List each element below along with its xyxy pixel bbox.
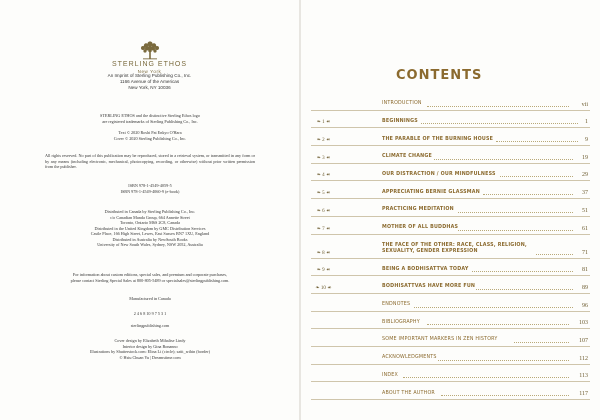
- toc-page-number: vii: [581, 101, 588, 108]
- toc-entry-title: ACKNOWLEDGMENTS: [382, 355, 437, 361]
- toc-entry-title: BEING A BODHISATTVA TODAY: [382, 266, 469, 272]
- chapter-number: ❧ 8 ☙: [316, 250, 331, 256]
- print-run-text: 2 4 6 8 10 9 7 5 3 1: [133, 311, 167, 316]
- dot-leader: [536, 254, 573, 255]
- credits-line: © Hsiu Chuan Yu | Dreamstime.com: [119, 354, 181, 360]
- distribution-line: Distributed in the United Kingdom by GMC Distribution Services: [94, 225, 206, 231]
- publisher-website: [45, 323, 255, 329]
- credits-block: [45, 338, 255, 360]
- toc-entry-title: APPRECIATING BERNIE GLASSMAN: [382, 189, 480, 195]
- distribution-line: Distributed in Canada by Sterling Publishing Co., Inc.: [104, 209, 196, 214]
- distribution-block: [45, 209, 255, 248]
- copyright-line: Text © 2020 Roshi Pat Enkyo O'Hara: [118, 130, 182, 135]
- chapter-number: ❧ 9 ☙: [316, 268, 331, 274]
- distribution-line: c/o Canadian Manda Group, 664 Annette Street: [110, 214, 190, 220]
- print-run: [45, 311, 255, 317]
- distribution-line: Distributed in Australia by NewSouth Books: [112, 236, 188, 242]
- isbn-line: ISBN 978-1-4549-4059-5: [128, 183, 172, 188]
- toc-page-number: 9: [585, 137, 588, 144]
- toc-entry-title: PRACTICING MEDITATION: [382, 207, 454, 213]
- special-sales-info: [45, 272, 255, 283]
- toc-entry: [311, 294, 590, 312]
- toc-entry-title: CLIMATE CHANGE: [382, 154, 432, 160]
- toc-page-number: 112: [579, 355, 588, 362]
- toc-entry: [311, 146, 590, 164]
- toc-entry: [311, 217, 590, 235]
- toc-page-number: 89: [582, 284, 588, 291]
- toc-entry-title: BIBLIOGRAPHY: [382, 319, 420, 325]
- manufactured-text: Manufactured in Canada: [129, 296, 171, 301]
- toc-page-number: 19: [582, 154, 588, 161]
- imprint-line: 1166 Avenue of the Americas: [119, 79, 180, 84]
- toc-entry: [311, 312, 590, 330]
- credits-line: Illustrations by Shutterstock.com: Elina Li (circle); satit_srihin (border): [89, 349, 210, 354]
- toc-entry: [311, 276, 590, 294]
- publisher-logo: [0, 40, 299, 74]
- toc-entry-title: OUR DISTRACTION / OUR MINDFULNESS: [382, 171, 496, 177]
- toc-entry-title: ABOUT THE AUTHOR: [382, 390, 435, 396]
- toc-page-number: 81: [582, 267, 588, 274]
- chapter-number: ❧ 3 ☙: [316, 155, 331, 161]
- toc-page-number: 113: [579, 373, 588, 380]
- toc-page-number: 61: [582, 225, 588, 232]
- toc-entry: [311, 382, 590, 400]
- tree-logo-icon: [137, 40, 163, 60]
- imprint-address: [0, 73, 299, 91]
- toc-entry-title: THE PARABLE OF THE BURNING HOUSE: [382, 136, 494, 142]
- chapter-number: ❧ 10 ☙: [315, 285, 332, 291]
- toc-page-number: 51: [582, 207, 588, 214]
- toc-entry-title: INDEX: [382, 372, 399, 378]
- info-line: please contact Sterling Special Sales at 800-805-5489 or specialsales@sterlingpublishing.com.: [70, 277, 230, 283]
- toc-entry-title: INTRODUCTION: [382, 101, 422, 107]
- toc-page-number: 117: [579, 391, 588, 397]
- toc-entry-title: BEGINNINGS: [382, 118, 418, 124]
- manufactured-notice: [45, 296, 255, 302]
- trademark-line: are registered trademarks of Sterling Publishing Co., Inc.: [102, 118, 198, 124]
- chapter-number: ❧ 6 ☙: [316, 208, 331, 214]
- toc-entry: [311, 235, 590, 259]
- distribution-line: Toronto, Ontario M6S 2C8, Canada: [120, 220, 180, 225]
- chapter-number: ❧ 4 ☙: [316, 173, 331, 179]
- rights-statement: [45, 153, 255, 170]
- toc-entry: [311, 347, 590, 365]
- toc-entry: [311, 93, 590, 111]
- copyright-line: Cover © 2020 Sterling Publishing Co., Inc.: [113, 135, 187, 141]
- distribution-line: University of New South Wales, Sydney, NSW 2052, Australia: [97, 242, 203, 247]
- copyright-notice: [45, 130, 255, 141]
- distribution-line: Castle Place, 166 High Street, Lewes, East Sussex BN7 1XU, England: [90, 231, 210, 236]
- toc-page-number: 96: [582, 302, 588, 309]
- credits-line: Cover design by Elizabeth Mihaltse Lindy: [114, 338, 186, 343]
- toc-page-number: 103: [579, 320, 588, 327]
- info-line: For information about custom editions, special sales, and premium and corporate purchases,: [72, 272, 228, 277]
- toc-entry: [311, 164, 590, 182]
- toc-entry: [311, 128, 590, 146]
- chapter-number: ❧ 7 ☙: [316, 226, 331, 232]
- logo-name: STERLING ETHOS: [111, 61, 188, 68]
- toc-entry: [311, 259, 590, 277]
- toc-page-number: 1: [585, 119, 588, 126]
- chapter-number: ❧ 2 ☙: [316, 138, 331, 144]
- toc-entry: [311, 365, 590, 383]
- logo-city: New York: [137, 69, 162, 74]
- toc-entry: [311, 181, 590, 199]
- chapter-number: ❧ 1 ☙: [316, 120, 331, 126]
- toc-page-number: 71: [582, 249, 588, 256]
- isbn-block: [45, 183, 255, 194]
- toc-entry: [311, 111, 590, 129]
- rights-text: All rights reserved. No part of this publication may be reproduced, stored in a retrieval system, or transmitted in any form or by any means (including electronic, mechanical, photocopying, recording, or otherwise) without prior written permission from the publisher.: [45, 153, 255, 169]
- trademark-line: STERLING ETHOS and the distinctive Sterling Ethos logo: [100, 113, 200, 118]
- trademark-notice: [45, 113, 255, 124]
- credits-line: Interior design by Gina Bonanno: [122, 343, 178, 349]
- isbn-line: ISBN 978-1-4549-4060-9 (e-book): [120, 188, 180, 194]
- imprint-line: New York, NY 10036: [128, 85, 171, 90]
- toc-entry-title: SOME IMPORTANT MARKERS IN ZEN HISTORY: [382, 337, 498, 343]
- toc-entry-title: BODHISATTVAS HAVE MORE FUN: [382, 284, 476, 290]
- toc-entry-title: MOTHER OF ALL BUDDHAS: [382, 225, 459, 230]
- toc-entry: [311, 199, 590, 217]
- imprint-line: An Imprint of Sterling Publishing Co., Inc.: [107, 73, 192, 78]
- toc-entry: [311, 329, 590, 347]
- table-of-contents: [311, 93, 590, 400]
- contents-heading: CONTENTS: [396, 68, 483, 83]
- toc-entry-title: ENDNOTES: [382, 302, 411, 308]
- toc-page-number: 107: [579, 337, 588, 344]
- chapter-number: ❧ 5 ☙: [316, 191, 331, 197]
- toc-page-number: 29: [582, 172, 588, 179]
- toc-page-number: 37: [582, 190, 588, 197]
- toc-entry-title: THE FACE OF THE OTHER: RACE, CLASS, RELIGION, SEXUALITY, GENDER EXPRESSION: [382, 242, 527, 254]
- website-text: sterlingpublishing.com: [130, 323, 170, 328]
